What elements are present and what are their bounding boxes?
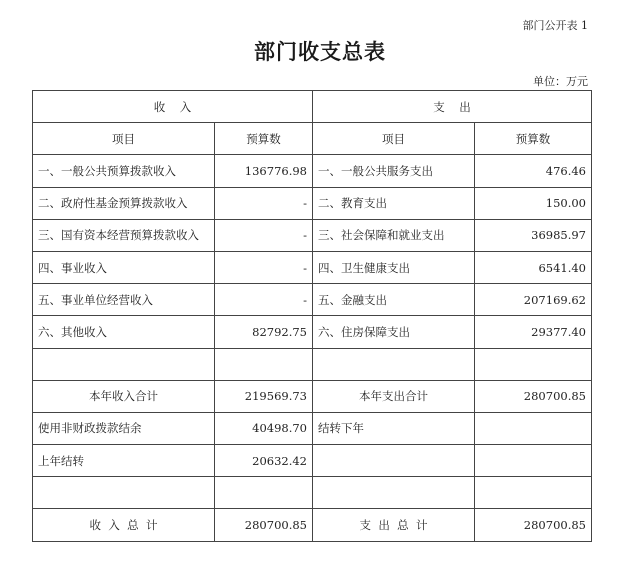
income-item-cell: 四、事业收入 bbox=[33, 251, 215, 283]
expense-item-cell: 四、卫生健康支出 bbox=[313, 251, 475, 283]
income-amount-cell: - bbox=[215, 187, 313, 219]
section-header-row bbox=[33, 91, 592, 123]
income-item-cell: 上年结转 bbox=[33, 445, 215, 477]
table-row bbox=[33, 251, 592, 283]
income-item-cell: 二、政府性基金预算拨款收入 bbox=[33, 187, 215, 219]
expense-amount-cell: 476.46 bbox=[475, 155, 592, 187]
expense-amount-cell: 280700.85 bbox=[475, 380, 592, 412]
income-item-cell: 收 入 总 计 bbox=[33, 509, 215, 541]
unit-label: 单位：万元 bbox=[533, 75, 588, 88]
income-amount-cell: 40498.70 bbox=[215, 412, 313, 444]
grand-total-row bbox=[33, 509, 592, 541]
income-amount-cell: - bbox=[215, 251, 313, 283]
income-amount-cell bbox=[215, 477, 313, 509]
expense-item-cell: 二、教育支出 bbox=[313, 187, 475, 219]
expense-budget-header: 预算数 bbox=[475, 123, 592, 155]
income-amount-cell: - bbox=[215, 284, 313, 316]
income-amount-cell: 219569.73 bbox=[215, 380, 313, 412]
income-item-cell bbox=[33, 477, 215, 509]
expense-amount-cell: 150.00 bbox=[475, 187, 592, 219]
expense-amount-cell bbox=[475, 412, 592, 444]
expense-amount-cell: 29377.40 bbox=[475, 316, 592, 348]
income-item-cell: 一、一般公共预算拨款收入 bbox=[33, 155, 215, 187]
expense-amount-cell: 207169.62 bbox=[475, 284, 592, 316]
expense-item-cell: 三、社会保障和就业支出 bbox=[313, 219, 475, 251]
income-amount-cell: 280700.85 bbox=[215, 509, 313, 541]
expense-amount-cell bbox=[475, 445, 592, 477]
table-row bbox=[33, 348, 592, 380]
table-row bbox=[33, 187, 592, 219]
expense-item-header: 项目 bbox=[313, 123, 475, 155]
budget-table bbox=[32, 90, 592, 542]
table-row bbox=[33, 219, 592, 251]
income-budget-header: 预算数 bbox=[215, 123, 313, 155]
income-amount-cell: 20632.42 bbox=[215, 445, 313, 477]
form-number: 部门公开表 1 bbox=[522, 19, 588, 32]
income-amount-cell: 82792.75 bbox=[215, 316, 313, 348]
budget-table-body bbox=[33, 91, 592, 542]
expense-item-cell: 一、一般公共服务支出 bbox=[313, 155, 475, 187]
expense-amount-cell: 280700.85 bbox=[475, 509, 592, 541]
expense-item-cell: 支 出 总 计 bbox=[313, 509, 475, 541]
table-row bbox=[33, 445, 592, 477]
expense-item-cell bbox=[313, 445, 475, 477]
expense-amount-cell: 6541.40 bbox=[475, 251, 592, 283]
page-title: 部门收支总表 bbox=[254, 40, 386, 64]
income-item-header: 项目 bbox=[33, 123, 215, 155]
income-item-cell: 五、事业单位经营收入 bbox=[33, 284, 215, 316]
expense-amount-cell bbox=[475, 348, 592, 380]
income-item-cell: 三、国有资本经营预算拨款收入 bbox=[33, 219, 215, 251]
table-row bbox=[33, 316, 592, 348]
expense-amount-cell bbox=[475, 477, 592, 509]
table-row bbox=[33, 412, 592, 444]
income-item-cell bbox=[33, 348, 215, 380]
table-row bbox=[33, 155, 592, 187]
expense-item-cell: 结转下年 bbox=[313, 412, 475, 444]
income-amount-cell: 136776.98 bbox=[215, 155, 313, 187]
expense-item-cell bbox=[313, 348, 475, 380]
income-item-cell: 六、其他收入 bbox=[33, 316, 215, 348]
income-item-cell: 使用非财政拨款结余 bbox=[33, 412, 215, 444]
annual-total-row bbox=[33, 380, 592, 412]
expense-item-cell: 本年支出合计 bbox=[313, 380, 475, 412]
expense-item-cell bbox=[313, 477, 475, 509]
income-amount-cell bbox=[215, 348, 313, 380]
expense-item-cell: 六、住房保障支出 bbox=[313, 316, 475, 348]
income-header: 收 入 bbox=[33, 91, 313, 123]
expense-amount-cell: 36985.97 bbox=[475, 219, 592, 251]
expense-header: 支 出 bbox=[313, 91, 592, 123]
income-item-cell: 本年收入合计 bbox=[33, 380, 215, 412]
income-amount-cell: - bbox=[215, 219, 313, 251]
column-header-row bbox=[33, 123, 592, 155]
table-row bbox=[33, 284, 592, 316]
table-row bbox=[33, 477, 592, 509]
expense-item-cell: 五、金融支出 bbox=[313, 284, 475, 316]
